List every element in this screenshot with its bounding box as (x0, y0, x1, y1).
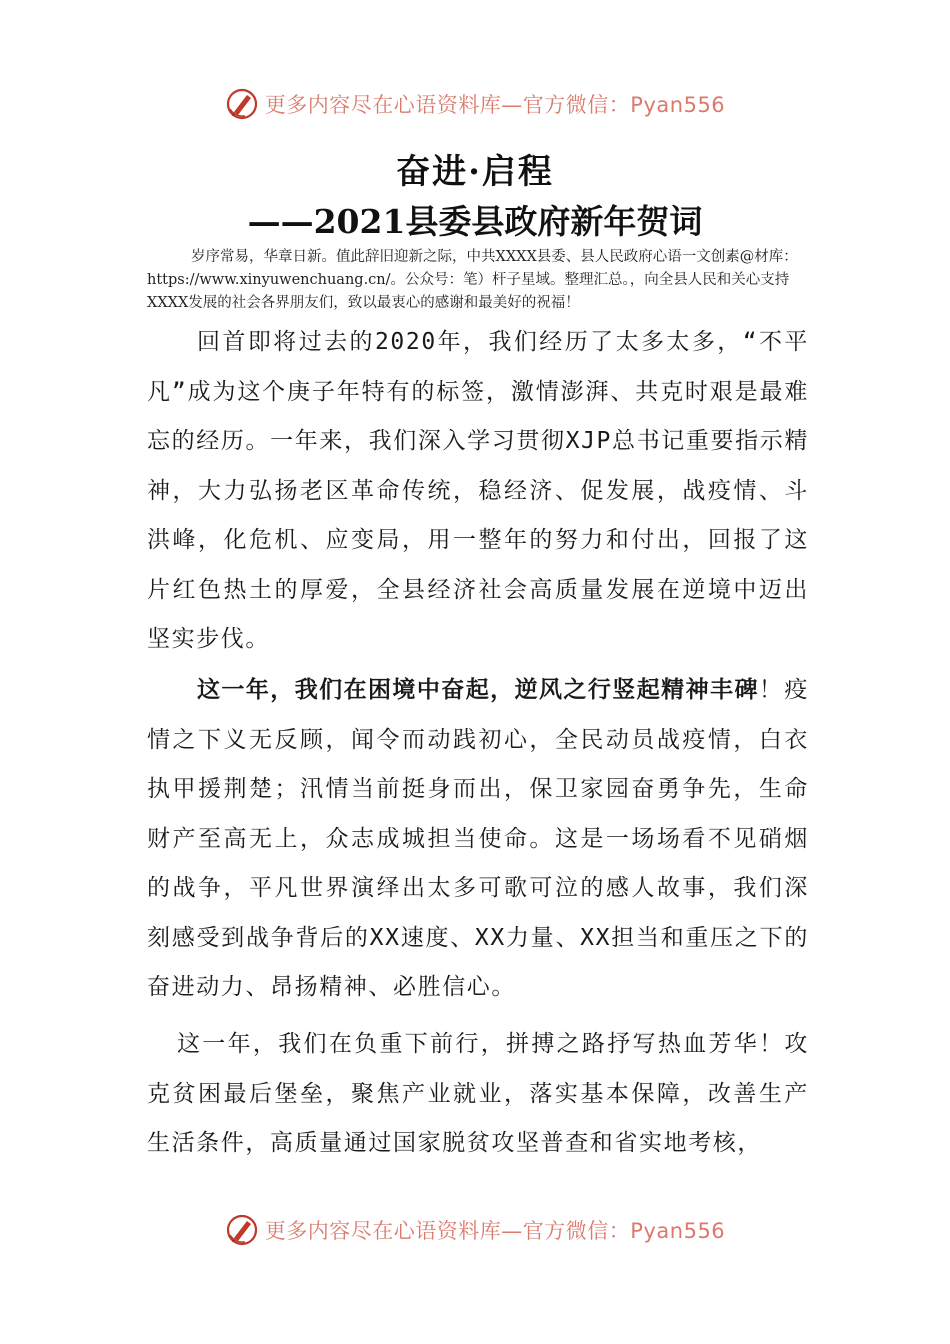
body-paragraph-3: 这一年，我们在负重下前行，拼搏之路抒写热血芳华！攻克贫困最后堡垒，聚焦产业就业，落实基本保障，改善生产生活条件，高质量通过国家脱贫攻坚普查和省实地考核， (147, 1031, 809, 1156)
banner-text: 更多内容尽在心语资料库—官方微信：Pyan556 (264, 1219, 726, 1243)
paragraph-lead: 这一年，我们在困境中奋起，逆风之行竖起精神丰碑 (197, 677, 759, 703)
header-banner (0, 84, 950, 124)
document-subtitle: ——2021县委县政府新年贺词 (247, 202, 703, 241)
document-title: 奋进·启程 (396, 152, 554, 192)
intro-paragraph: 岁序常易，华章日新。值此辞旧迎新之际，中共XXXX县委、县人民政府心语一文创素@材库：https://www.xinyuwenchuang.cn/。公众号：笔）杆子星域。整理汇总。，向全县人民和关心支持XXXX发展的社会各界朋友们，致以最衷心的感谢和最美好的祝福！ (147, 249, 798, 311)
pen-logo-icon (225, 1213, 259, 1247)
body-paragraph-2 (147, 666, 809, 1013)
paragraph-body: ！疫情之下义无反顾，闻令而动践初心，全民动员战疫情，白衣执甲援荆楚；汛情当前挺身而出，保卫家园奋勇争先，生命财产至高无上，众志成城担当使命。这是一场场看不见硝烟的战争，平凡世界演绎出太多可歌可泣的感人故事，我们深刻感受到战争背后的XX速度、XX力量、XX担当和重压之下的奋进动力、昂扬精神、必胜信心。 (147, 677, 810, 1000)
footer-banner (0, 1210, 950, 1250)
body-paragraph-1: 回首即将过去的2020年，我们经历了太多太多，“不平凡”成为这个庚子年特有的标签，激情澎湃、共克时艰是最难忘的经历。一年来，我们深入学习贯彻XJP总书记重要指示精神，大力弘扬老区革命传统，稳经济、促发展，战疫情、斗洪峰，化危机、应变局，用一整年的努力和付出，回报了这片红色热土的厚爱，全县经济社会高质量发展在逆境中迈出坚实步伐。 (147, 329, 810, 652)
pen-logo-icon (225, 87, 259, 121)
banner-text: 更多内容尽在心语资料库—官方微信：Pyan556 (264, 93, 726, 117)
